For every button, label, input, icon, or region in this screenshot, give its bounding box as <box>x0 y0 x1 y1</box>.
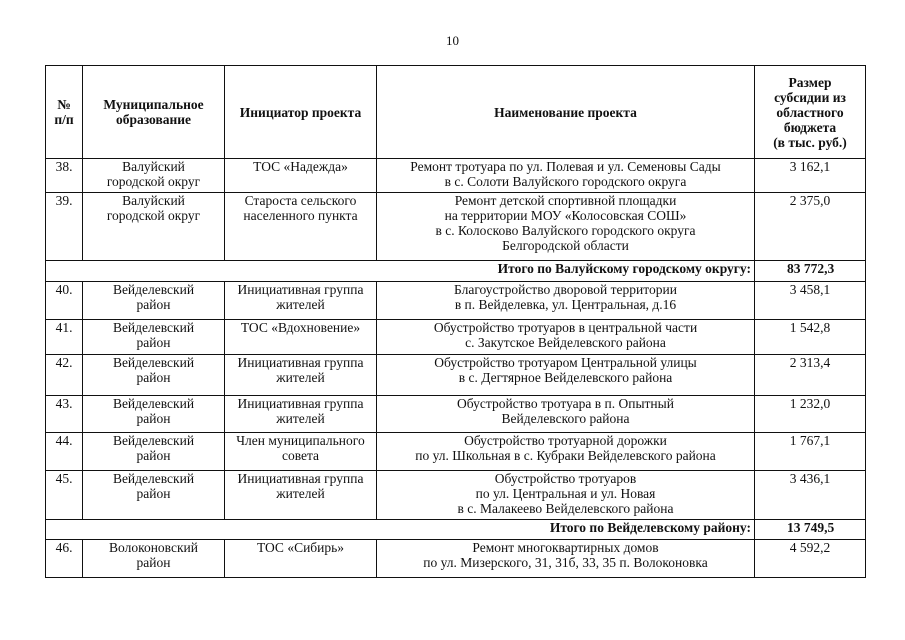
header-municipality <box>83 66 225 159</box>
header-municipality-line: Муниципальное <box>103 97 204 112</box>
project-cell-line: Белгородской области <box>502 238 629 253</box>
municipality-cell-line: район <box>136 555 171 570</box>
initiator-cell-line: Инициативная группа <box>237 471 364 486</box>
project-cell-line: Обустройство тротуара в п. Опытный <box>457 396 674 411</box>
header-subsidy-line: бюджета <box>783 119 837 135</box>
municipality-cell <box>83 540 225 578</box>
municipality-cell-line: Вейделевский <box>112 471 195 486</box>
project-cell <box>377 471 755 520</box>
project-cell <box>377 433 755 471</box>
project-cell <box>377 159 755 193</box>
municipality-cell-line: район <box>136 335 171 350</box>
table-row <box>46 282 866 320</box>
initiator-cell <box>225 193 377 261</box>
row-number: 45. <box>46 471 83 520</box>
project-cell-line: в п. Вейделевка, ул. Центральная, д.16 <box>454 297 677 312</box>
project-cell-line: Ремонт многоквартирных домов <box>472 540 659 555</box>
row-number: 43. <box>46 396 83 433</box>
project-cell-line: Вейделевского района <box>501 411 630 426</box>
project-cell-line: Ремонт тротуара по ул. Полевая и ул. Семеновы Сады <box>410 159 721 174</box>
project-cell-line: в с. Солоти Валуйского городского округа <box>444 174 687 189</box>
total-label: Итого по Валуйскому городскому округу: <box>46 261 755 282</box>
project-cell <box>377 396 755 433</box>
initiator-cell-line: населенного пункта <box>243 208 358 223</box>
municipality-cell-line: район <box>136 411 171 426</box>
initiator-cell-line: совета <box>281 448 320 463</box>
header-subsidy <box>755 66 866 159</box>
subsidy-table <box>45 65 866 578</box>
municipality-cell-line: Волоконовский <box>109 540 198 555</box>
row-number: 39. <box>46 193 83 261</box>
municipality-cell <box>83 193 225 261</box>
total-row <box>46 520 866 540</box>
initiator-cell-line: жителей <box>276 486 325 501</box>
subsidy-cell: 3 458,1 <box>755 282 866 320</box>
subsidy-cell: 1 767,1 <box>755 433 866 471</box>
page-number: 10 <box>446 33 459 48</box>
initiator-cell-line: Инициативная группа <box>237 396 364 411</box>
total-value: 83 772,3 <box>755 261 866 282</box>
initiator-cell <box>225 471 377 520</box>
municipality-cell-line: городской округ <box>106 174 201 189</box>
initiator-cell-line: ТОС «Сибирь» <box>256 540 345 555</box>
subsidy-cell: 1 232,0 <box>755 396 866 433</box>
project-cell-line: Обустройство тротуаров в центральной части <box>433 320 698 335</box>
table-row <box>46 159 866 193</box>
project-cell-line: Обустройство тротуарной дорожки <box>464 433 667 448</box>
municipality-cell-line: Валуйский <box>122 193 185 208</box>
row-number: 38. <box>46 159 83 193</box>
total-label: Итого по Вейделевскому району: <box>46 520 755 540</box>
subsidy-cell: 2 313,4 <box>755 355 866 396</box>
header-project: Наименование проекта <box>377 66 755 159</box>
project-cell-line: в с. Колосково Валуйского городского округа <box>435 223 696 238</box>
header-row <box>46 66 866 159</box>
project-cell-line: по ул. Мизерского, 31, 31б, 33, 35 п. Волоконовка <box>423 555 708 570</box>
initiator-cell-line: ТОС «Вдохновение» <box>240 320 361 335</box>
municipality-cell-line: Валуйский <box>122 159 185 174</box>
project-cell-line: Ремонт детской спортивной площадки <box>454 193 677 208</box>
initiator-cell <box>225 396 377 433</box>
initiator-cell-line: жителей <box>276 297 325 312</box>
table-row <box>46 193 866 261</box>
row-number: 44. <box>46 433 83 471</box>
table-row <box>46 471 866 520</box>
project-cell <box>377 282 755 320</box>
table-body <box>46 159 866 578</box>
table-row <box>46 433 866 471</box>
row-number: 46. <box>46 540 83 578</box>
initiator-cell <box>225 433 377 471</box>
municipality-cell-line: район <box>136 486 171 501</box>
table-row <box>46 355 866 396</box>
header-num-line: № <box>57 97 71 112</box>
project-cell <box>377 540 755 578</box>
municipality-cell <box>83 282 225 320</box>
subsidy-cell: 3 162,1 <box>755 159 866 193</box>
table-row <box>46 540 866 578</box>
total-value: 13 749,5 <box>755 520 866 540</box>
initiator-cell <box>225 540 377 578</box>
initiator-cell-line: жителей <box>276 370 325 385</box>
municipality-cell-line: Вейделевский <box>112 282 195 297</box>
subsidy-cell: 2 375,0 <box>755 193 866 261</box>
municipality-cell-line: район <box>136 297 171 312</box>
project-cell-line: на территории МОУ «Колосовская СОШ» <box>444 208 687 223</box>
header-subsidy-line: областного <box>776 104 844 120</box>
initiator-cell-line: Инициативная группа <box>237 282 364 297</box>
header-subsidy-line: Размер <box>788 74 832 90</box>
table-row <box>46 396 866 433</box>
header-subsidy-line: (в тыс. руб.) <box>773 134 847 150</box>
table-row <box>46 320 866 355</box>
header-municipality-line: образование <box>115 112 192 127</box>
municipality-cell <box>83 471 225 520</box>
municipality-cell-line: район <box>136 370 171 385</box>
header-initiator: Инициатор проекта <box>225 66 377 159</box>
project-cell-line: с. Закутское Вейделевского района <box>465 335 666 350</box>
header-subsidy-line: субсидии из <box>774 89 846 105</box>
project-cell-line: в с. Малакеево Вейделевского района <box>457 501 674 516</box>
initiator-cell-line: жителей <box>276 411 325 426</box>
project-cell-line: Обустройство тротуаров <box>494 471 637 486</box>
municipality-cell-line: Вейделевский <box>112 355 195 370</box>
subsidy-cell: 4 592,2 <box>755 540 866 578</box>
municipality-cell <box>83 433 225 471</box>
row-number: 40. <box>46 282 83 320</box>
project-cell <box>377 355 755 396</box>
municipality-cell <box>83 355 225 396</box>
municipality-cell <box>83 396 225 433</box>
project-cell-line: по ул. Центральная и ул. Новая <box>475 486 656 501</box>
initiator-cell-line: Член муниципального <box>236 433 365 448</box>
project-cell-line: по ул. Школьная в с. Кубраки Вейделевского района <box>415 448 716 463</box>
header-num-line: п/п <box>54 112 74 127</box>
project-cell <box>377 320 755 355</box>
initiator-cell <box>225 282 377 320</box>
municipality-cell-line: Вейделевский <box>112 320 195 335</box>
row-number: 42. <box>46 355 83 396</box>
municipality-cell-line: район <box>136 448 171 463</box>
total-row <box>46 261 866 282</box>
municipality-cell-line: городской округ <box>106 208 201 223</box>
initiator-cell-line: Инициативная группа <box>237 355 364 370</box>
project-cell-line: Благоустройство дворовой территории <box>454 282 677 297</box>
project-cell-line: Обустройство тротуаром Центральной улицы <box>434 355 697 370</box>
municipality-cell-line: Вейделевский <box>112 396 195 411</box>
header-num <box>46 66 83 159</box>
subsidy-cell: 3 436,1 <box>755 471 866 520</box>
initiator-cell <box>225 320 377 355</box>
initiator-cell-line: ТОС «Надежда» <box>253 159 348 174</box>
municipality-cell <box>83 159 225 193</box>
project-cell-line: в с. Дегтярное Вейделевского района <box>458 370 673 385</box>
project-cell <box>377 193 755 261</box>
initiator-cell <box>225 355 377 396</box>
municipality-cell <box>83 320 225 355</box>
municipality-cell-line: Вейделевский <box>112 433 195 448</box>
subsidy-cell: 1 542,8 <box>755 320 866 355</box>
initiator-cell <box>225 159 377 193</box>
row-number: 41. <box>46 320 83 355</box>
initiator-cell-line: Староста сельского <box>244 193 357 208</box>
